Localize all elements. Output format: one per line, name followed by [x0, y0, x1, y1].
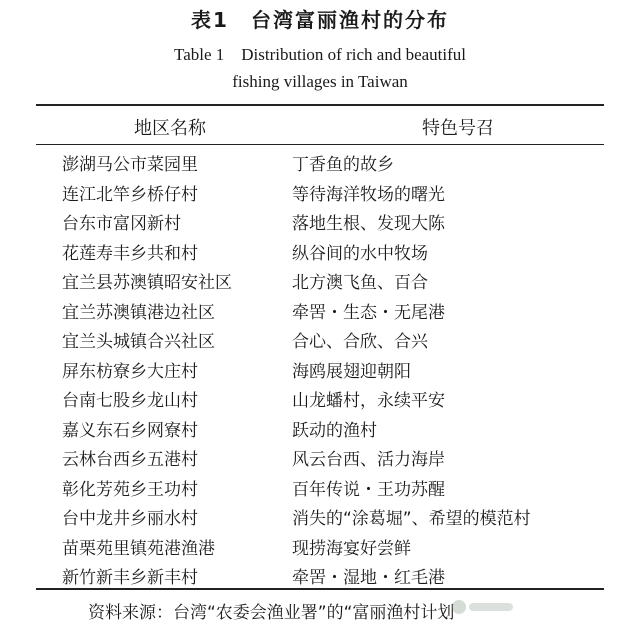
table-row: [0, 500, 640, 530]
table-row: [0, 146, 640, 176]
slogan-cell: 海鸥展翅迎朝阳: [292, 361, 411, 382]
slogan-cell: 纵谷间的水中牧场: [292, 243, 428, 264]
table-row: [0, 412, 640, 442]
slogan-cell: 山龙蟠村，永续平安: [292, 391, 445, 411]
table-top-rule: [36, 104, 604, 106]
table-row: [0, 235, 640, 265]
region-cell: 宜兰头城镇合兴社区: [62, 332, 215, 352]
region-cell: 宜兰县苏澳镇昭安社区: [62, 273, 232, 293]
region-cell: 台中龙井乡丽水村: [62, 509, 198, 529]
table-title-en-line2: fishing villages in Taiwan: [232, 72, 408, 91]
slogan-cell: 风云台西、活力海岸: [292, 450, 445, 470]
slogan-cell: 北方澳飞鱼、百合: [292, 273, 428, 293]
region-cell: 嘉义东石乡网寮村: [62, 420, 198, 441]
table-title-cn: 表1 台湾富丽渔村的分布: [191, 8, 449, 32]
table-row: [0, 205, 640, 235]
table-row: [0, 294, 640, 324]
watermark-logo: [452, 596, 524, 618]
table-row: [0, 530, 640, 560]
slogan-cell: 合心、合欣、合兴: [292, 332, 428, 352]
slogan-cell: 跃动的渔村: [292, 420, 377, 441]
table-row: [0, 176, 640, 206]
source-note: 资料来源：台湾“农委会渔业署”的“富丽渔村计划: [88, 603, 455, 623]
region-cell: 连江北竿乡桥仔村: [62, 184, 198, 205]
slogan-cell: 百年传说・王功苏醒: [292, 479, 445, 500]
slogan-cell: 牵罟・湿地・红毛港: [292, 568, 445, 588]
watermark-mark: [469, 603, 513, 611]
slogan-cell: 现捞海宴好尝鲜: [292, 538, 411, 559]
table-header-rule: [36, 144, 604, 145]
column-header-region: 地区名称: [134, 118, 206, 139]
region-cell: 台东市富冈新村: [62, 214, 181, 234]
table-body: [0, 146, 640, 589]
table-row: [0, 382, 640, 412]
slogan-cell: 牵罟・生态・无尾港: [292, 302, 445, 323]
table-row: [0, 323, 640, 353]
column-header-slogan: 特色号召: [422, 118, 494, 139]
table-row: [0, 441, 640, 471]
slogan-cell: 落地生根、发现大陈: [292, 214, 445, 234]
region-cell: 苗栗苑里镇苑港渔港: [62, 538, 215, 559]
region-cell: 屏东枋寮乡大庄村: [62, 361, 198, 382]
slogan-cell: 消失的“涂葛堀”、希望的模范村: [292, 509, 531, 529]
slogan-cell: 丁香鱼的故乡: [292, 155, 394, 175]
region-cell: 澎湖马公市菜园里: [62, 155, 198, 175]
slogan-cell: 等待海洋牧场的曙光: [292, 184, 445, 205]
region-cell: 台南七股乡龙山村: [62, 391, 198, 411]
table-row: [0, 471, 640, 501]
region-cell: 云林台西乡五港村: [62, 450, 198, 470]
region-cell: 花莲寿丰乡共和村: [62, 243, 198, 264]
table-row: [0, 264, 640, 294]
table-row: [0, 353, 640, 383]
region-cell: 新竹新丰乡新丰村: [62, 568, 198, 588]
region-cell: 彰化芳苑乡王功村: [62, 479, 198, 500]
region-cell: 宜兰苏澳镇港边社区: [62, 302, 215, 323]
watermark-icon: [452, 600, 466, 614]
table-row: [0, 559, 640, 589]
table-title-en-line1: Table 1 Distribution of rich and beautiful: [174, 45, 466, 64]
table-bottom-rule: [36, 588, 604, 590]
